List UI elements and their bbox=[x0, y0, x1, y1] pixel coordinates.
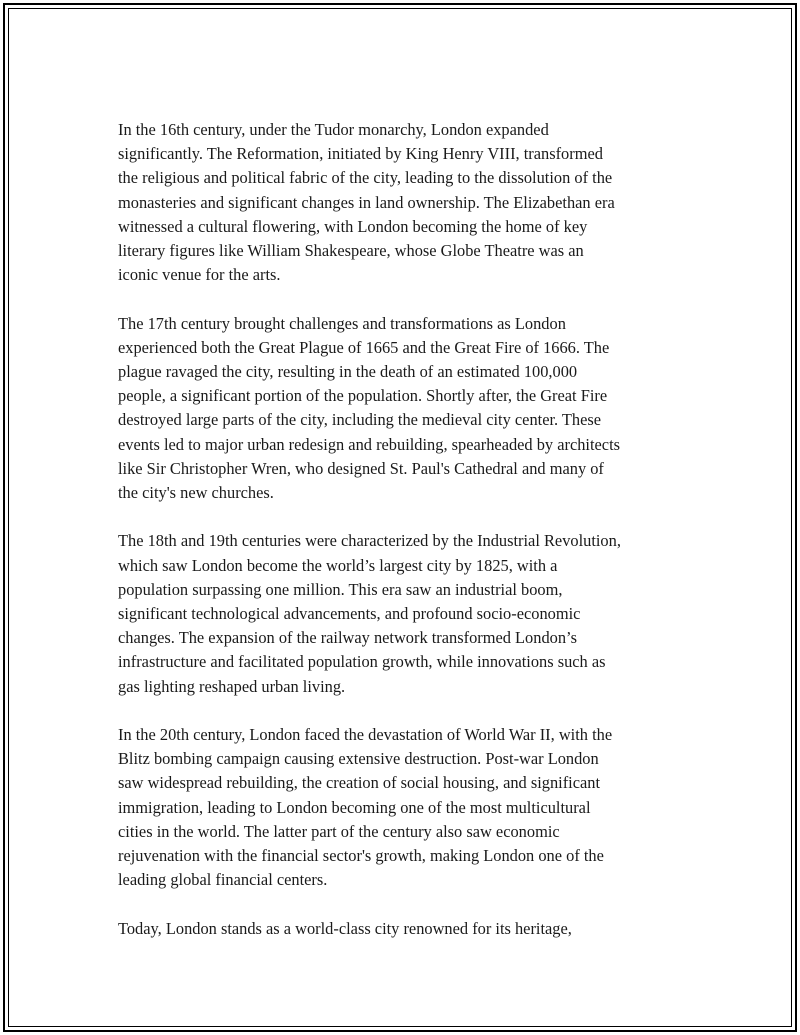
paragraph-16th-century: In the 16th century, under the Tudor monarchy, London expanded significantly. The Reformation, initiated by King Henry VIII, transformed the religious and political fabric of the city, leading to the dissolution of the monasteries and significant changes in land ownership. The Elizabethan era witnessed a cultural flowering, with London becoming the home of key literary figures like William Shakespeare, whose Globe Theatre was an iconic venue for the arts. bbox=[118, 120, 615, 285]
paragraph-18th-19th-centuries: The 18th and 19th centuries were characterized by the Industrial Revolution, which saw London become the world’s largest city by 1825, with a population surpassing one million. This era saw an industrial boom, significant technological advancements, and profound socio-economic changes. The expansion of the railway network transformed London’s infrastructure and facilitated population growth, while innovations such as gas lighting reshaped urban living. bbox=[118, 531, 621, 696]
paragraph-today: Today, London stands as a world-class city renowned for its heritage, bbox=[118, 918, 572, 938]
paragraph-20th-century: In the 20th century, London faced the devastation of World War II, with the Blitz bombing campaign causing extensive destruction. Post-war London saw widespread rebuilding, the creation of social housing, and significant immigration, leading to London becoming one of the most multicultural cities in the world. The latter part of the century also saw economic rejuvenation with the financial sector's growth, making London one of the leading global financial centers. bbox=[118, 725, 613, 890]
paragraph-17th-century: The 17th century brought challenges and transformations as London experienced both the Great Plague of 1665 and the Great Fire of 1666. The plague ravaged the city, resulting in the death of an estimated 100,000 people, a significant portion of the population. Shortly after, the Great Fire destroyed large parts of the city, including the medieval city center. These events led to major urban redesign and rebuilding, spearheaded by architects like Sir Christopher Wren, who designed St. Paul's Cathedral and many of the city's new churches. bbox=[118, 313, 621, 503]
document-body bbox=[118, 118, 688, 965]
